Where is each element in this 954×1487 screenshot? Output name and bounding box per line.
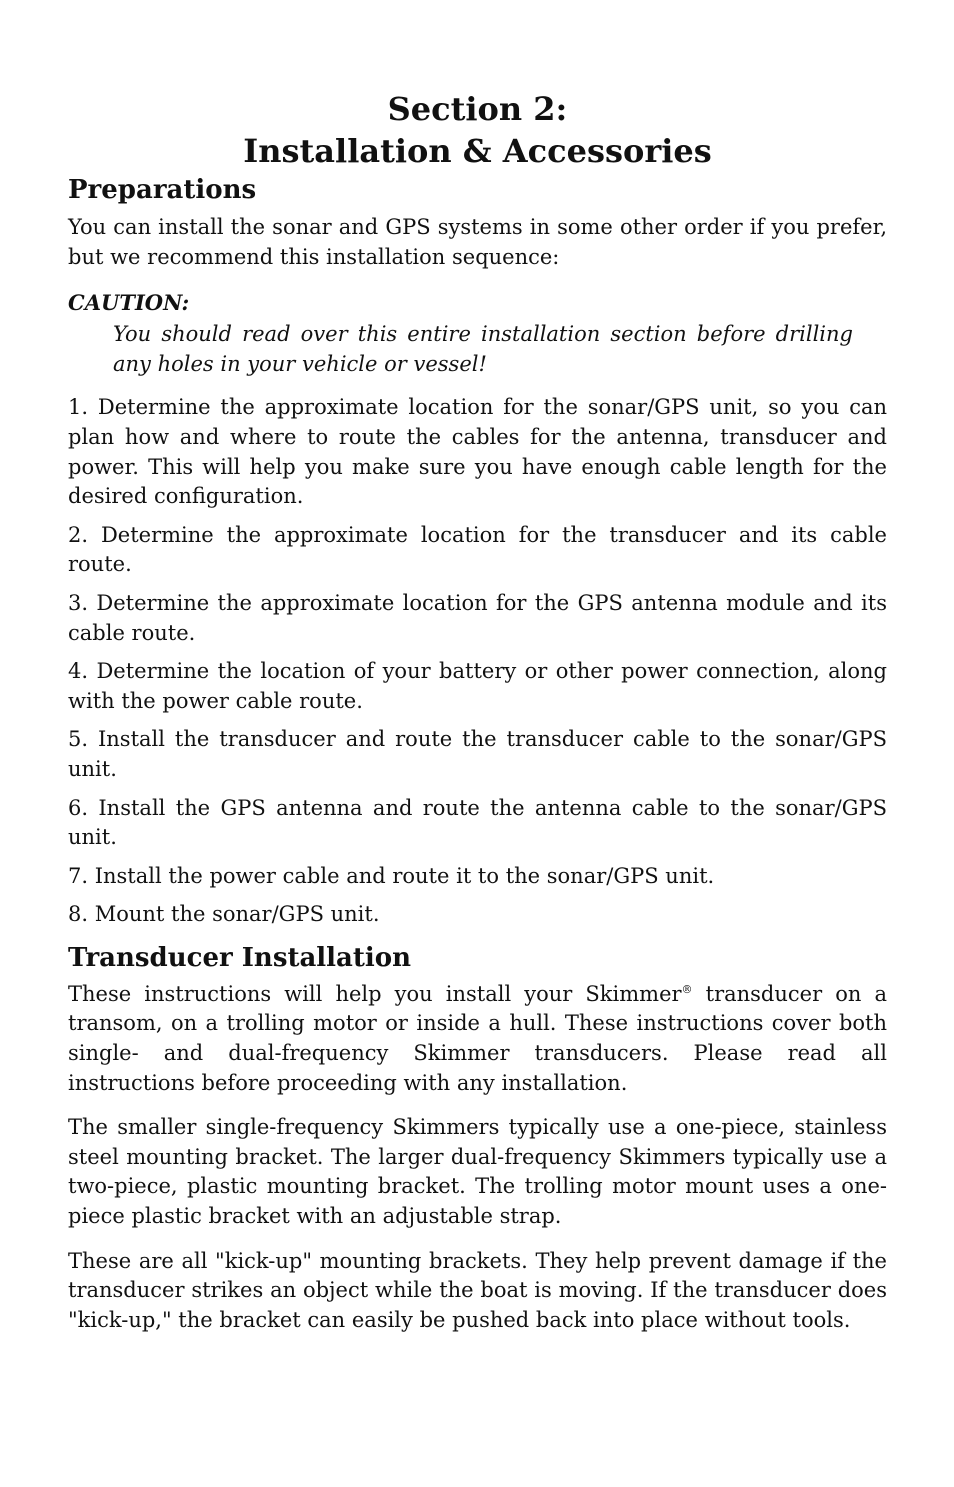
- document-page: [68, 88, 887, 1335]
- step-7: 7. Install the power cable and route it to the sonar/GPS unit.: [68, 863, 715, 888]
- caution-text: You should read over this entire installation section before drilling any holes in your vehicle or vessel!: [113, 322, 853, 376]
- step-5: 5. Install the transducer and route the transducer cable to the sonar/GPS unit.: [68, 727, 887, 781]
- transducer-para-1-start: These instructions will help you install your Skimmer: [68, 981, 682, 1006]
- step-1: 1. Determine the approximate location for the sonar/GPS unit, so you can plan how and where to route the cables for the antenna, transducer and power. This will help you make sure you have enough cable length for the desired configuration.: [68, 395, 887, 509]
- section-title-line2: Installation & Accessories: [243, 132, 712, 170]
- transducer-para-1-end: transducer on a transom, on a trolling motor or inside a hull. These instructions cover both single- and dual-frequency Skimmer transducers. Please read all instructions before proceeding with any installation.: [68, 981, 887, 1095]
- transducer-para-2: The smaller single-frequency Skimmers typically use a one-piece, stainless steel mounting bracket. The larger dual-frequency Skimmers typically use a two-piece, plastic mounting bracket. The trolling motor mount uses a one-piece plastic bracket with an adjustable strap.: [68, 1115, 887, 1229]
- preparations-intro: You can install the sonar and GPS systems in some other order if you prefer, but we recommend this installation sequence:: [68, 215, 887, 269]
- step-2: 2. Determine the approximate location for the transducer and its cable route.: [68, 522, 887, 577]
- transducer-heading: Transducer Installation: [68, 942, 412, 973]
- section-title-line1: Section 2:: [387, 90, 568, 128]
- transducer-para-3: These are all "kick-up" mounting brackets. They help prevent damage if the transducer strikes an object while the boat is moving. If the transducer does "kick-up," the bracket can easily be pushed back into place without tools.: [68, 1248, 887, 1332]
- transducer-para-1: [68, 980, 887, 1098]
- step-8: 8. Mount the sonar/GPS unit.: [68, 902, 380, 927]
- step-6: 6. Install the GPS antenna and route the antenna cable to the sonar/GPS unit.: [68, 795, 887, 850]
- preparations-heading: Preparations: [68, 175, 257, 205]
- section-title: [68, 88, 887, 172]
- step-3: 3. Determine the approximate location for the GPS antenna module and its cable route.: [68, 590, 887, 645]
- step-4: 4. Determine the location of your battery or other power connection, along with the power cable route.: [68, 659, 887, 713]
- caution-label: CAUTION:: [68, 290, 190, 316]
- registered-mark: ®: [681, 982, 693, 996]
